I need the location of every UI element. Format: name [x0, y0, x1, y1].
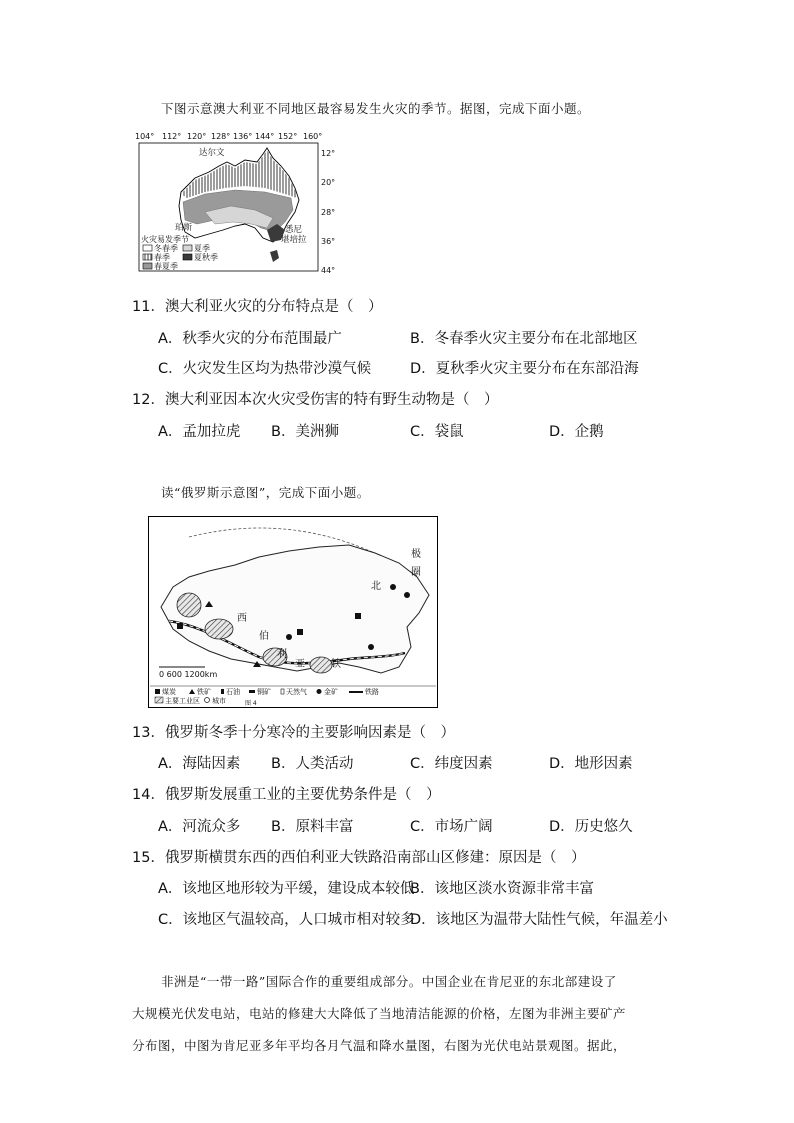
russia-legend — [155, 687, 379, 707]
lon-label: 152° — [278, 132, 298, 141]
q15-option-a[interactable]: A．该地区地形较为平缓，建设成本较低 — [158, 881, 415, 897]
q15-option-c[interactable]: C．该地区气温较高，人口城市相对较多 — [158, 912, 415, 928]
place-label: 达尔文 — [199, 148, 225, 158]
lon-label: 144° — [255, 132, 275, 141]
q14-option-d[interactable]: D．历史悠久 — [549, 819, 633, 835]
lat-label: 20° — [321, 178, 336, 187]
lat-label: 44° — [321, 266, 336, 275]
region-label: 铁 — [331, 659, 341, 670]
legend-item: 石油 — [226, 688, 240, 696]
q15-option-b[interactable]: B．该地区淡水资源非常丰富 — [410, 881, 594, 897]
fire-legend — [141, 234, 218, 271]
africa-passage-line-2: 大规模光伏发电站，电站的修建大大降低了当地清洁能源的价格，左图为非洲主要矿产 — [132, 1006, 627, 1021]
lon-label: 160° — [303, 132, 323, 141]
q12-option-b[interactable]: B．美洲狮 — [271, 424, 339, 440]
q13-option-a[interactable]: A．海陆因素 — [158, 756, 241, 772]
q12-option-c[interactable]: C．袋鼠 — [410, 424, 464, 440]
q13-option-c[interactable]: C．纬度因素 — [410, 756, 493, 772]
legend-item: 冬春季 — [154, 244, 178, 253]
region-label: 西 — [237, 613, 247, 624]
q14-option-c[interactable]: C．市场广阔 — [410, 819, 493, 835]
legend-item: 铁路 — [365, 688, 379, 696]
question-12-stem: 12．澳大利亚因本次火灾受伤害的特有野生动物是（ ） — [132, 392, 499, 408]
legend-item: 铜矿 — [257, 688, 271, 696]
q15-option-d[interactable]: D．该地区为温带大陆性气候，年温差小 — [410, 912, 668, 928]
question-11-stem: 11．澳大利亚火灾的分布特点是（ ） — [132, 299, 383, 315]
legend-item: 天然气 — [286, 688, 307, 696]
australia-fire-map — [135, 132, 342, 276]
region-label: 极 — [411, 549, 421, 560]
region-label: 圈 — [411, 567, 421, 578]
australia-map-graphic — [135, 132, 342, 276]
q11-option-b[interactable]: B．冬春季火灾主要分布在北部地区 — [410, 331, 638, 347]
region-label: 北 — [371, 581, 381, 592]
scale-label: 0 600 1200km — [159, 670, 218, 679]
legend-item: 春夏季 — [154, 262, 178, 271]
lon-label: 136° — [233, 132, 253, 141]
place-label: 悉尼 — [285, 225, 303, 235]
lon-label: 128° — [211, 132, 231, 141]
question-14-stem: 14．俄罗斯发展重工业的主要优势条件是（ ） — [132, 787, 441, 803]
legend-title: 火灾易发季节 — [141, 235, 189, 244]
legend-item: 春季 — [154, 253, 170, 262]
question-15-stem: 15．俄罗斯横贯东西的西伯利亚大铁路沿南部山区修建：原因是（ ） — [132, 850, 586, 866]
intro-australia: 下图示意澳大利亚不同地区最容易发生火灾的季节。据图，完成下面小题。 — [161, 101, 591, 116]
region-label: 利 — [277, 649, 287, 660]
russia-map — [148, 516, 438, 708]
legend-item: 城市 — [212, 697, 226, 705]
q12-option-a[interactable]: A．孟加拉虎 — [158, 424, 241, 440]
legend-item: 铁矿 — [197, 688, 211, 696]
lon-label: 112° — [162, 132, 182, 141]
place-label: 堪培拉 — [281, 235, 307, 245]
russia-map-graphic — [149, 517, 437, 707]
lat-label: 12° — [321, 149, 336, 158]
q13-option-b[interactable]: B．人类活动 — [271, 756, 354, 772]
q11-option-c[interactable]: C．火灾发生区均为热带沙漠气候 — [158, 361, 372, 377]
question-13-stem: 13．俄罗斯冬季十分寒冷的主要影响因素是（ ） — [132, 725, 455, 741]
region-label: 亚 — [295, 659, 305, 670]
intro-russia: 读“俄罗斯示意图”，完成下面小题。 — [161, 485, 370, 500]
africa-passage-line-1: 非洲是“一带一路”国际合作的重要组成部分。中国企业在肯尼亚的东北部建设了 — [161, 974, 617, 989]
q14-option-a[interactable]: A．河流众多 — [158, 819, 241, 835]
q13-option-d[interactable]: D．地形因素 — [549, 756, 633, 772]
q14-option-b[interactable]: B．原料丰富 — [271, 819, 354, 835]
legend-item: 夏季 — [194, 244, 210, 253]
q11-option-d[interactable]: D．夏秋季火灾主要分布在东部沿海 — [410, 361, 639, 377]
lat-label: 36° — [321, 237, 336, 246]
africa-passage-line-3: 分布图，中图为肯尼亚多年平均各月气温和降水量图，右图为光伏电站景观图。据此， — [132, 1038, 627, 1053]
legend-item: 主要工业区 — [165, 697, 200, 705]
region-label: 伯 — [259, 631, 269, 642]
lon-label: 104° — [135, 132, 155, 141]
legend-item: 煤炭 — [162, 688, 176, 696]
lat-label: 28° — [321, 208, 336, 217]
figure-caption: 图 4 — [245, 700, 257, 707]
q12-option-d[interactable]: D．企鹅 — [549, 424, 604, 440]
legend-item: 金矿 — [324, 688, 338, 696]
q11-option-a[interactable]: A．秋季火灾的分布范围最广 — [158, 331, 342, 347]
legend-item: 夏秋季 — [194, 253, 218, 262]
lon-label: 120° — [187, 132, 207, 141]
place-label: 珀斯 — [175, 223, 193, 233]
